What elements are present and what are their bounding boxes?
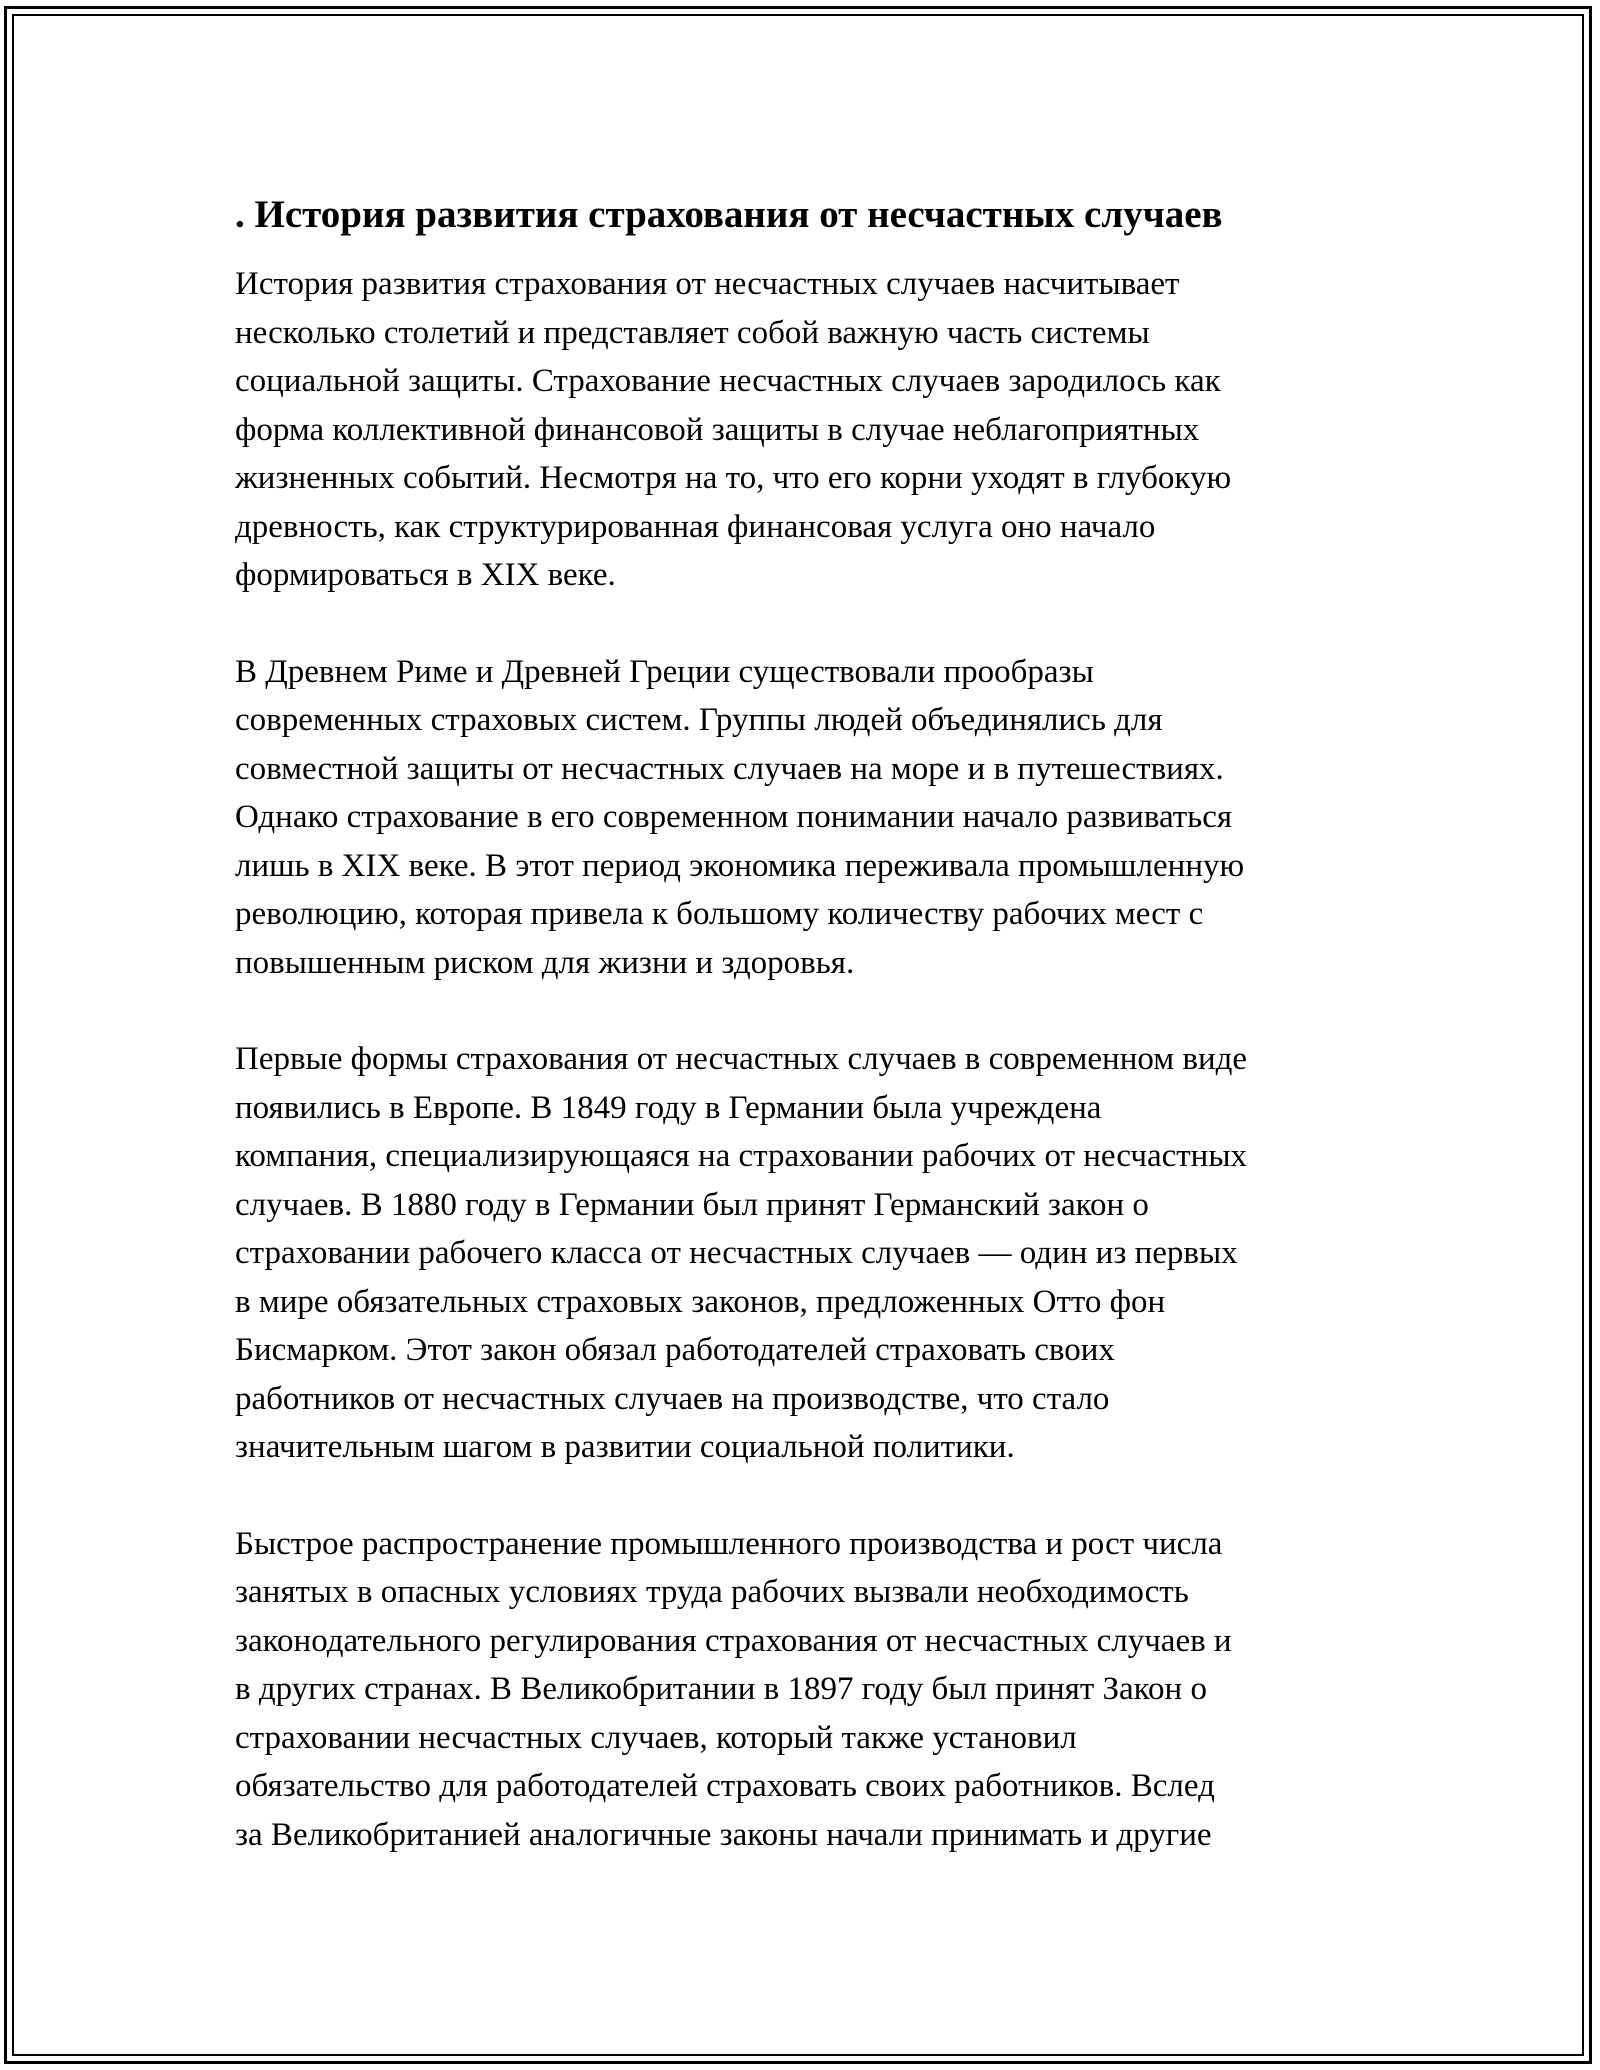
text-line: современных страховых систем. Группы людей объединялись для: [235, 702, 1163, 738]
text-line: В Древнем Риме и Древней Греции существовали прообразы: [235, 653, 1094, 690]
text-line: появились в Европе. В 1849 году в Германии была учреждена: [235, 1089, 1102, 1126]
text-line: революцию, которая привела к большому количеству рабочих мест с: [235, 896, 1204, 932]
text-line: жизненных событий. Несмотря на то, что его корни уходят в глубокую: [235, 460, 1232, 496]
text-line: значительным шагом в развитии социальной политики.: [235, 1429, 1015, 1465]
text-line: История развития страхования от несчастных случаев насчитывает: [235, 266, 1180, 302]
document-title: . История развития страхования от несчастных случаев: [235, 193, 1223, 236]
text-line: Однако страхование в его современном понимании начало развиваться: [235, 799, 1233, 835]
text-line: за Великобританией аналогичные законы начали принимать и другие: [235, 1816, 1212, 1853]
text-line: лишь в XIX веке. В этот период экономика переживала промышленную: [235, 847, 1245, 884]
text-line: случаев. В 1880 году в Германии был принят Германский закон о: [235, 1186, 1149, 1223]
text-line: в мире обязательных страховых законов, предложенных Отто фон: [235, 1283, 1166, 1320]
text-line: древность, как структурированная финансовая услуга оно начало: [235, 508, 1156, 545]
text-line: законодательного регулирования страхования от несчастных случаев и: [235, 1622, 1232, 1659]
text-line: компания, специализирующаяся на страховании рабочих от несчастных: [235, 1138, 1248, 1174]
text-line: обязательство для работодателей страховать своих работников. Вслед: [235, 1768, 1215, 1804]
text-line: в других странах. В Великобритании в 1897 году был принят Закон о: [235, 1671, 1207, 1707]
text-line: Быстрое распространение промышленного производства и рост числа: [235, 1525, 1223, 1562]
paragraph-2: [235, 648, 1385, 988]
paragraph-4: [235, 1520, 1385, 1860]
paragraph-3: [235, 1035, 1385, 1472]
text-line: Бисмарком. Этот закон обязал работодателей страховать своих: [235, 1332, 1115, 1368]
text-line: совместной защиты от несчастных случаев на море и в путешествиях.: [235, 750, 1224, 787]
text-line: форма коллективной финансовой защиты в случае неблагоприятных: [235, 411, 1200, 448]
text-line: повышенным риском для жизни и здоровья.: [235, 944, 855, 981]
text-line: несколько столетий и представляет собой важную часть системы: [235, 314, 1150, 351]
document-content: [235, 190, 1385, 1907]
text-line: занятых в опасных условиях труда рабочих вызвали необходимость: [235, 1574, 1189, 1610]
text-line: формироваться в XIX веке.: [235, 557, 616, 593]
paragraph-1: [235, 260, 1385, 600]
text-line: социальной защиты. Страхование несчастных случаев зародилось как: [235, 363, 1221, 399]
text-line: страховании несчастных случаев, который также установил: [235, 1719, 1077, 1756]
text-line: страховании рабочего класса от несчастных случаев — один из первых: [235, 1235, 1238, 1271]
text-line: работников от несчастных случаев на производстве, что стало: [235, 1380, 1110, 1417]
text-line: Первые формы страхования от несчастных случаев в современном виде: [235, 1041, 1248, 1077]
